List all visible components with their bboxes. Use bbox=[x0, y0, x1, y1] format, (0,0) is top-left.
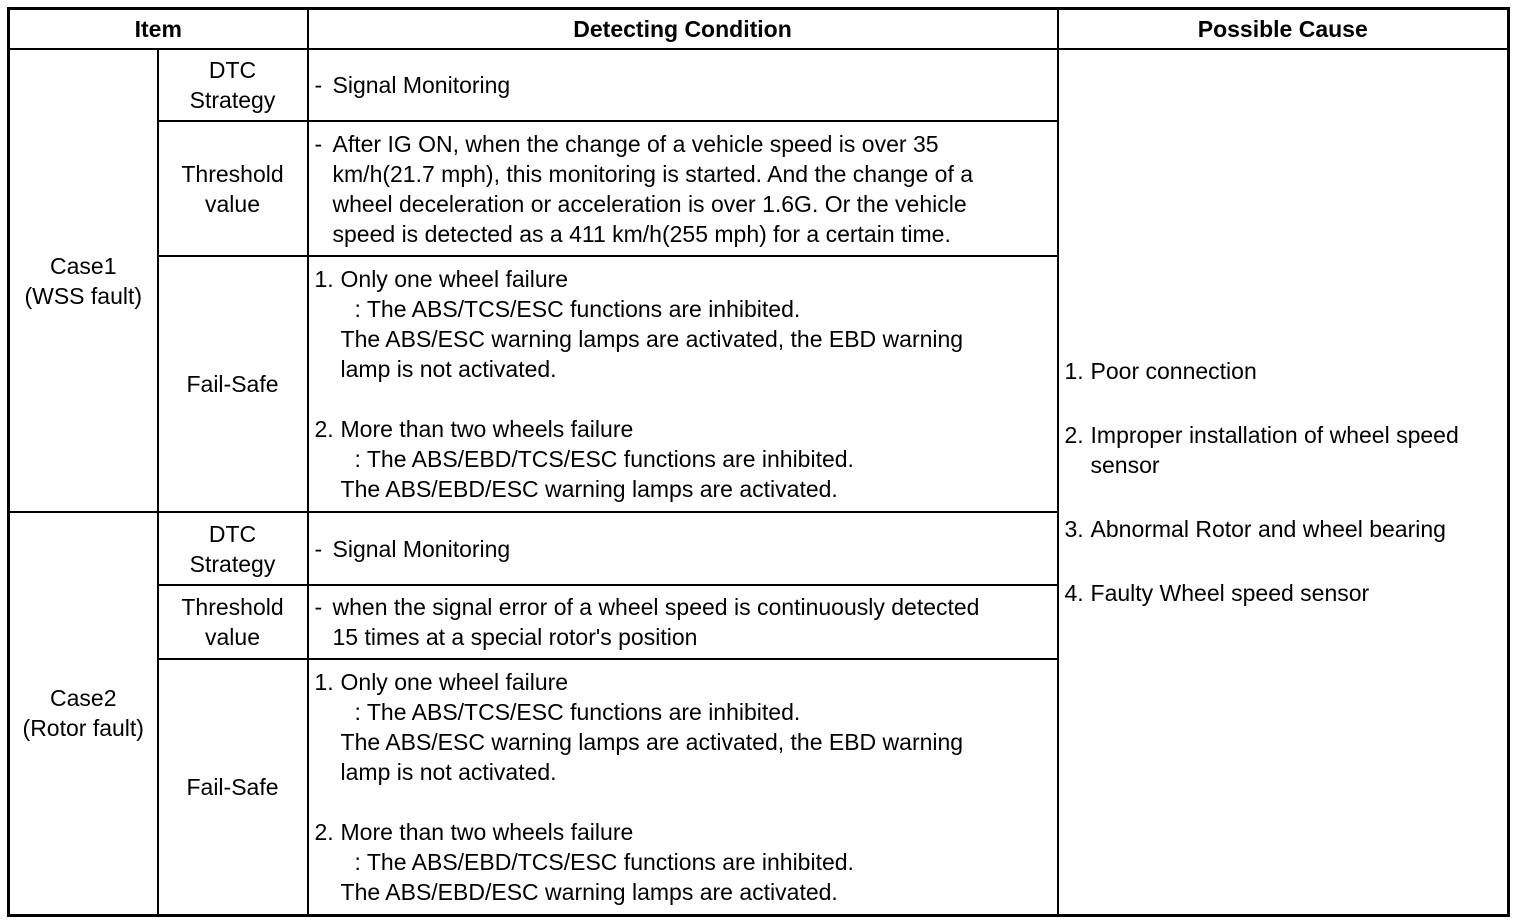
diagnostic-table bbox=[7, 7, 1510, 917]
cause-number: 2. bbox=[1064, 421, 1084, 448]
dash-bullet: - bbox=[314, 594, 323, 620]
table-row bbox=[9, 49, 1509, 121]
case-name: Case1 bbox=[50, 252, 117, 279]
failsafe-label: Fail-Safe bbox=[158, 659, 308, 915]
threshold-text: wheel deceleration or acceleration is over 1.6G. Or the vehicle bbox=[332, 190, 967, 217]
failsafe-line: The ABS/ESC warning lamps are activated, the EBD warning bbox=[340, 326, 964, 352]
failsafe-title: More than two wheels failure bbox=[340, 416, 634, 442]
threshold-label-line: Threshold bbox=[181, 160, 284, 187]
dtc-value-text: Signal Monitoring bbox=[332, 535, 511, 562]
threshold-text: km/h(21.7 mph), this monitoring is started. And the change of a bbox=[332, 160, 974, 187]
case-description: (WSS fault) bbox=[24, 282, 143, 309]
case-name: Case2 bbox=[50, 685, 117, 712]
threshold-value bbox=[308, 585, 1058, 659]
dash-bullet: - bbox=[314, 130, 323, 157]
cause-item bbox=[1065, 514, 1502, 544]
case-label bbox=[9, 49, 158, 512]
dtc-strategy-label bbox=[158, 49, 308, 121]
failsafe-line: The ABS/EBD/ESC warning lamps are activated. bbox=[340, 878, 838, 905]
failsafe-label: Fail-Safe bbox=[158, 256, 308, 512]
header-detecting-condition: Detecting Condition bbox=[308, 9, 1058, 50]
threshold-label bbox=[158, 121, 308, 256]
cause-text: Poor connection bbox=[1090, 357, 1257, 384]
threshold-text: 15 times at a special rotor's position bbox=[332, 624, 698, 650]
failsafe-line: The ABS/EBD/ESC warning lamps are activated. bbox=[340, 476, 838, 502]
threshold-value bbox=[308, 121, 1058, 256]
threshold-text: speed is detected as a 411 km/h(255 mph) for a certain time. bbox=[332, 220, 951, 247]
dtc-strategy-value bbox=[308, 512, 1058, 585]
table-wrapper bbox=[7, 7, 1510, 917]
cause-item bbox=[1065, 420, 1502, 480]
failsafe-value bbox=[308, 659, 1058, 915]
failsafe-value bbox=[308, 256, 1058, 512]
failsafe-number: 1. bbox=[314, 266, 334, 292]
dtc-value-text: Signal Monitoring bbox=[332, 72, 511, 98]
dash-bullet: - bbox=[314, 535, 323, 562]
failsafe-detail: : The ABS/TCS/ESC functions are inhibited. bbox=[354, 698, 801, 725]
cause-text: Faulty Wheel speed sensor bbox=[1090, 579, 1370, 606]
failsafe-detail: : The ABS/EBD/TCS/ESC functions are inhibited. bbox=[354, 446, 854, 472]
cause-number: 1. bbox=[1064, 357, 1084, 384]
dtc-label-line: DTC bbox=[208, 57, 257, 83]
failsafe-detail: : The ABS/EBD/TCS/ESC functions are inhibited. bbox=[354, 848, 854, 875]
cause-item bbox=[1065, 356, 1502, 386]
dtc-label-line: DTC bbox=[208, 520, 257, 547]
failsafe-detail: : The ABS/TCS/ESC functions are inhibited. bbox=[354, 296, 801, 322]
threshold-label-line: Threshold bbox=[181, 594, 284, 620]
cause-text: Improper installation of wheel speed bbox=[1090, 421, 1459, 448]
failsafe-title: Only one wheel failure bbox=[340, 668, 569, 695]
failsafe-title: More than two wheels failure bbox=[340, 818, 634, 845]
failsafe-line: lamp is not activated. bbox=[340, 758, 557, 785]
possible-cause-cell bbox=[1058, 49, 1509, 915]
cause-item bbox=[1065, 578, 1502, 608]
threshold-text: After IG ON, when the change of a vehicle speed is over 35 bbox=[332, 130, 939, 157]
dtc-strategy-label bbox=[158, 512, 308, 585]
cause-text: sensor bbox=[1090, 451, 1160, 478]
failsafe-number: 1. bbox=[314, 668, 334, 695]
threshold-text: when the signal error of a wheel speed is continuously detected bbox=[332, 594, 980, 620]
threshold-label-line: value bbox=[205, 190, 260, 217]
cause-text: Abnormal Rotor and wheel bearing bbox=[1090, 515, 1446, 542]
failsafe-title: Only one wheel failure bbox=[340, 266, 569, 292]
failsafe-number: 2. bbox=[314, 416, 334, 442]
case-label bbox=[9, 512, 158, 915]
header-item: Item bbox=[9, 9, 308, 50]
dtc-label-line: Strategy bbox=[189, 87, 276, 113]
case-description: (Rotor fault) bbox=[22, 715, 144, 742]
dash-bullet: - bbox=[314, 72, 323, 98]
failsafe-line: The ABS/ESC warning lamps are activated, the EBD warning bbox=[340, 728, 964, 755]
cause-number: 4. bbox=[1064, 579, 1084, 606]
header-possible-cause: Possible Cause bbox=[1058, 9, 1509, 50]
dtc-strategy-value bbox=[308, 49, 1058, 121]
failsafe-line: lamp is not activated. bbox=[340, 356, 557, 382]
dtc-label-line: Strategy bbox=[189, 550, 276, 577]
threshold-label-line: value bbox=[205, 624, 260, 650]
cause-number: 3. bbox=[1064, 515, 1084, 542]
threshold-label bbox=[158, 585, 308, 659]
header-row bbox=[9, 9, 1509, 50]
failsafe-number: 2. bbox=[314, 818, 334, 845]
